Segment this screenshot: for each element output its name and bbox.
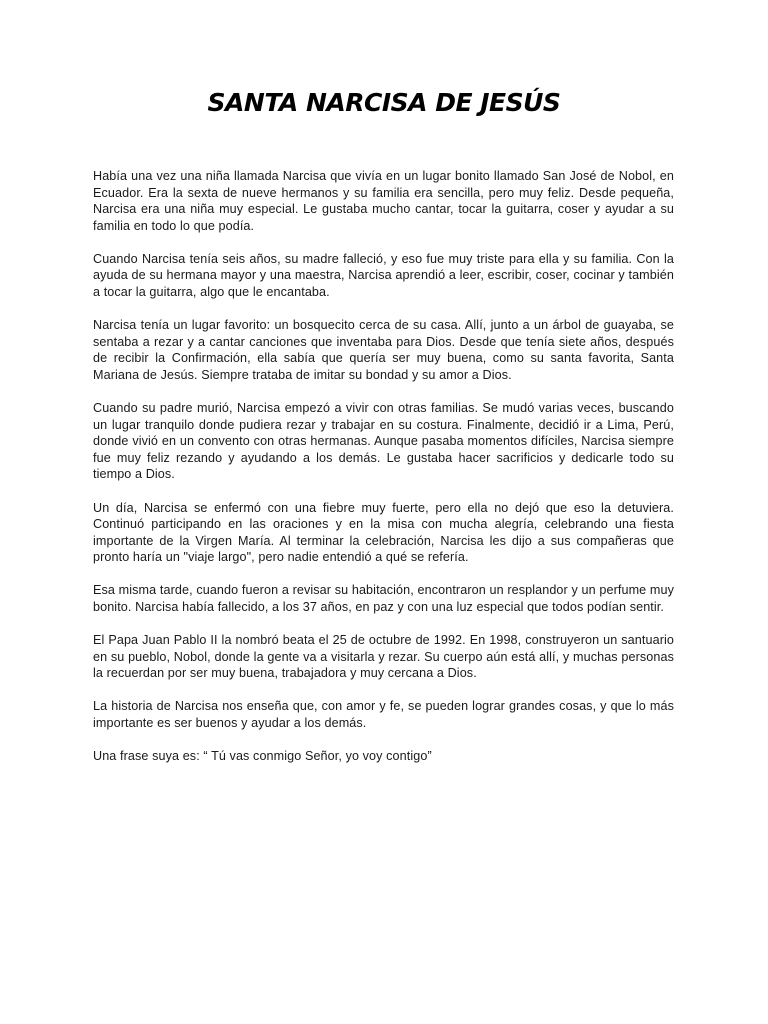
- paragraph-1: Había una vez una niña llamada Narcisa que vivía en un lugar bonito llamado San José de Nobol, en Ecuador. Era la sexta de nueve hermanos y su familia era sencilla, pero muy feliz. Desde pequeña, Narcisa era una niña muy especial. Le gustaba mucho cantar, tocar la guitarra, coser y ayudar a su familia en todo lo que podía.: [93, 169, 674, 233]
- document-title: SANTA NARCISA DE JESÚS: [207, 88, 561, 117]
- paragraph-6: Esa misma tarde, cuando fueron a revisar su habitación, encontraron un resplandor y un perfume muy bonito. Narcisa había fallecido, a los 37 años, en paz y con una luz especial que todos podían sentir.: [93, 583, 674, 614]
- paragraph-8: La historia de Narcisa nos enseña que, con amor y fe, se pueden lograr grandes cosas, y que lo más importante es ser buenos y ayudar a los demás.: [93, 699, 674, 730]
- paragraph-3: Narcisa tenía un lugar favorito: un bosquecito cerca de su casa. Allí, junto a un árbol de guayaba, se sentaba a rezar y a cantar canciones que inventaba para Dios. Desde que tenía siete años, después de recibir la Confirmación, ella sabía que quería ser muy buena, como su santa favorita, Santa Mariana de Jesús. Siempre trataba de imitar su bondad y su amor a Dios.: [93, 318, 674, 382]
- paragraph-4: Cuando su padre murió, Narcisa empezó a vivir con otras familias. Se mudó varias veces, buscando un lugar tranquilo donde pudiera rezar y trabajar en su costura. Finalmente, decidió ir a Lima, Perú, donde vivió en un convento con otras hermanas. Aunque pasaba momentos difíciles, Narcisa siempre fue muy feliz rezando y ayudando a los demás. Le gustaba hacer sacrificios y dedicarle todo su tiempo a Dios.: [93, 401, 674, 482]
- paragraph-quote: Una frase suya es: “ Tú vas conmigo Señor, yo voy contigo”: [93, 749, 432, 764]
- paragraph-2: Cuando Narcisa tenía seis años, su madre falleció, y eso fue muy triste para ella y su familia. Con la ayuda de su hermana mayor y una maestra, Narcisa aprendió a leer, escribir, coser, cocinar y también a tocar la guitarra, algo que le encantaba.: [93, 251, 674, 300]
- document-body: [93, 168, 674, 781]
- paragraph-5: Un día, Narcisa se enfermó con una fiebre muy fuerte, pero ella no dejó que eso la detuviera. Continuó participando en las oraciones y en la misa con mucha alegría, celebrando una fiesta importante de la Virgen María. Al terminar la celebración, Narcisa les dijo a sus compañeras que pronto haría un "viaje largo", pero nadie entendió a qué se refería.: [93, 500, 674, 565]
- paragraph-7: El Papa Juan Pablo II la nombró beata el 25 de octubre de 1992. En 1998, construyeron un santuario en su pueblo, Nobol, donde la gente va a visitarla y rezar. Su cuerpo aún está allí, y muchas personas la recuerdan por ser muy buena, trabajadora y muy cercana a Dios.: [93, 633, 674, 681]
